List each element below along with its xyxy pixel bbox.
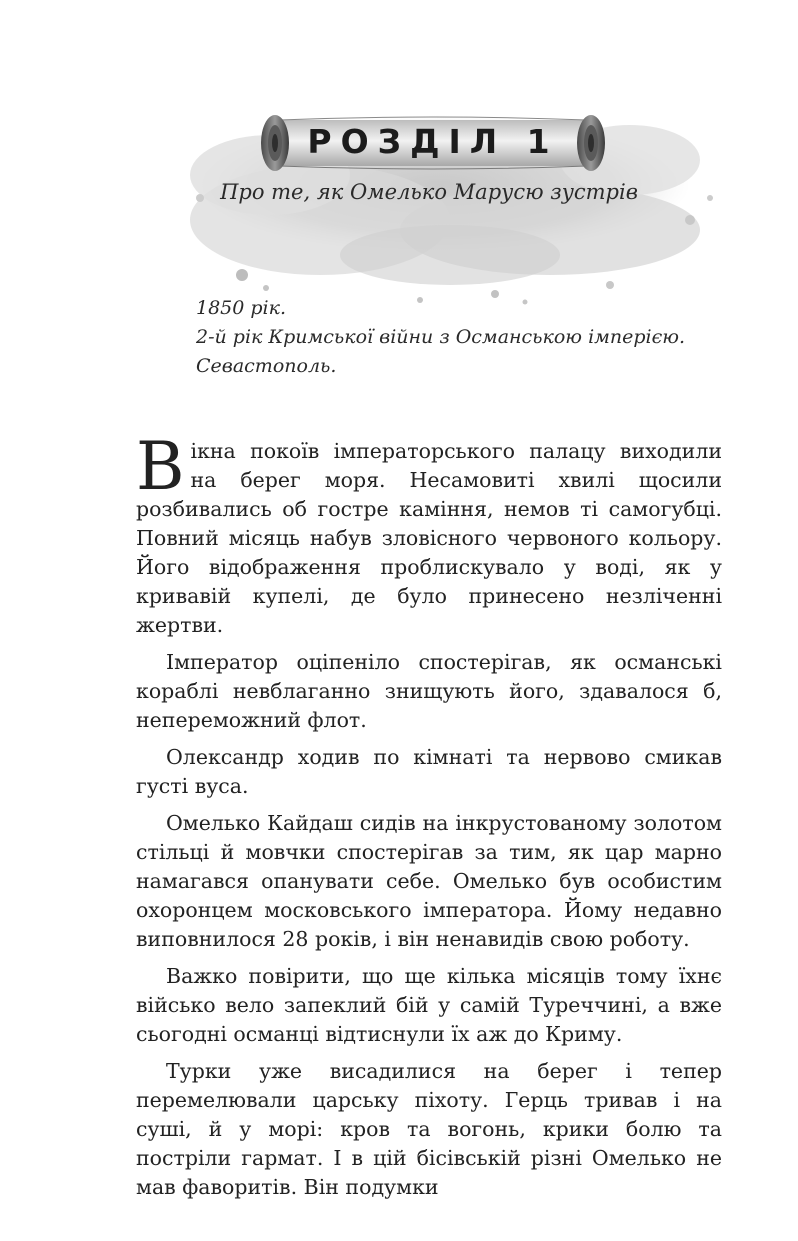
chapter-title: РОЗДІЛ 1 bbox=[307, 122, 559, 161]
paragraph: Імператор оціпеніло спостерігав, як османські кораблі невблаганно знищують його, здавалося б, непереможний флот. bbox=[136, 650, 722, 732]
paragraph: Омелько Кайдаш сидів на інкрустованому золотом стільці й мовчки спостерігав за тим, як цар марно намагався опанувати себе. Омелько був особистим охоронцем московського імператора. Йому недавно виповнилося 28 років, і він ненавидів свою роботу. bbox=[136, 811, 722, 951]
paragraph-text: ікна покоїв імператорського палацу виходили на берег моря. Несамовиті хвилі щосили розбивались об гостре каміння, немов ті самогубці. Повний місяць набув зловісного червоного кольору. Його відображення проблискувало у воді, як у кривавій купелі, де було принесено незліченні жертви. bbox=[136, 439, 722, 637]
paragraph: Важко повірити, що ще кілька місяців тому їхнє військо вело запеклий бій у самій Туреччині, а вже сьогодні османці відтиснули їх аж до Криму. bbox=[136, 964, 722, 1046]
paragraph: Олександр ходив по кімнаті та нервово смикав густі вуса. bbox=[136, 745, 722, 798]
chapter-body bbox=[136, 428, 722, 1202]
drop-cap: В bbox=[136, 428, 185, 505]
dateline-war: 2-й рік Кримської війни з Османською імперією. bbox=[196, 326, 686, 348]
chapter-header bbox=[0, 80, 798, 310]
dateline-place: Севастополь. bbox=[196, 355, 337, 377]
dateline bbox=[196, 294, 736, 381]
paragraph: Турки уже висадилися на берег і тепер перемелювали царську піхоту. Герць тривав і на суші, й у морі: кров та вогонь, крики болю та постріли гармат. І в цій бісівській різні Омелько не мав фаворитів. Він подумки bbox=[136, 1059, 722, 1199]
dateline-year: 1850 рік. bbox=[196, 297, 287, 319]
paragraph bbox=[136, 428, 722, 640]
chapter-subtitle: Про те, як Омелько Марусю зустрів bbox=[220, 180, 638, 204]
